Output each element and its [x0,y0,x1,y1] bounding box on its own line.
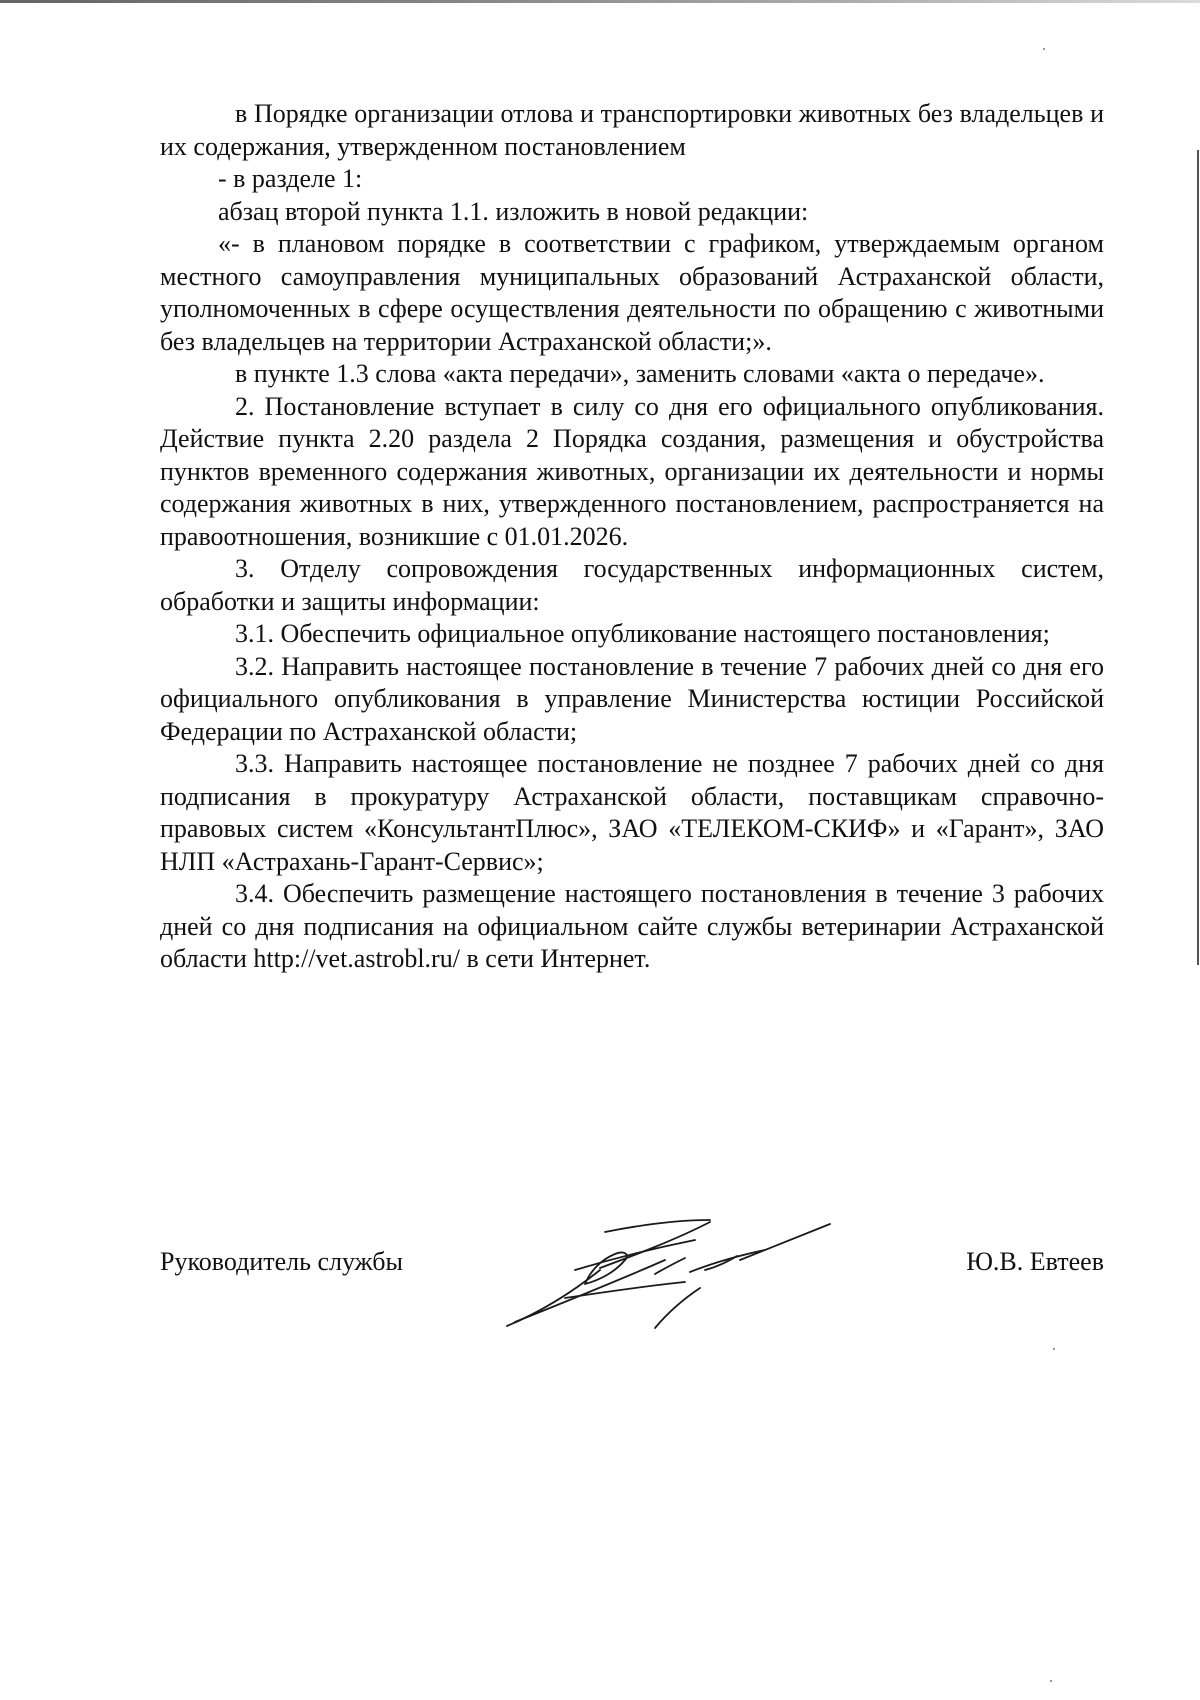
scan-border-right [1197,150,1199,965]
signatory-name: Ю.В. Евтеев [966,1247,1104,1276]
scan-speck [1043,48,1045,50]
paragraph-item-3-1: 3.1. Обеспечить официальное опубликование настоящего постановления; [235,619,1050,648]
paragraph-item-3-4: 3.4. Обеспечить размещение настоящего постановления в течение 3 рабочих дней со дня подписания на официальном сайте службы ветеринарии Астраханской области http://vet.astrobl.ru/ в сети Интернет. [160,879,1104,973]
paragraph-section-ref: - в разделе 1: [218,164,363,193]
paragraph-amendment-intro: в Порядке организации отлова и транспортировки животных без владельцев и их содержания, утвержденном постановлением [160,99,1104,161]
paragraph-item-2: 2. Постановление вступает в силу со дня его официального опубликования. Действие пункта 2.20 раздела 2 Порядка создания, размещения и обустройства пунктов временного содержания животных, организации их деятельности и нормы содержания животных в них, утвержденного постановлением, распространяется на правоотношения, возникшие с 01.01.2026. [160,391,1104,551]
paragraph-item-3: 3. Отделу сопровождения государственных информационных систем, обработки и защиты информации: [160,554,1104,616]
scan-speck [1053,1348,1055,1350]
paragraph-new-wording: «- в плановом порядке в соответствии с графиком, утверждаемым органом местного самоуправления муниципальных образований Астраханской области, уполномоченных в сфере осуществления деятельности по обращению с животными без владельцев на территории Астраханской области;». [160,229,1104,356]
scan-speck [1050,1680,1052,1682]
paragraph-clause-ref: абзац второй пункта 1.1. изложить в новой редакции: [218,196,809,226]
signature-block [160,1235,1104,1335]
paragraph-item-3-2: 3.2. Направить настоящее постановление в течение 7 рабочих дней со дня его официального опубликования в управление Министерства юстиции Российской Федерации по Астраханской области; [160,651,1104,746]
signatory-position: Руководитель службы [160,1247,403,1276]
scan-border-top [0,0,1200,3]
document-body [160,98,1104,976]
paragraph-item-3-3: 3.3. Направить настоящее постановление не позднее 7 рабочих дней со дня подписания в прокуратуру Астраханской области, поставщикам справочно-правовых систем «КонсультантПлюс», ЗАО «ТЕЛЕКОМ-СКИФ» и «Гарант», ЗАО НЛП «Астрахань-Гарант-Сервис»; [160,749,1104,876]
handwritten-signature [505,1210,835,1330]
paragraph-item-1-3: в пункте 1.3 слова «акта передачи», заменить словами «акта о передаче». [235,359,1045,388]
